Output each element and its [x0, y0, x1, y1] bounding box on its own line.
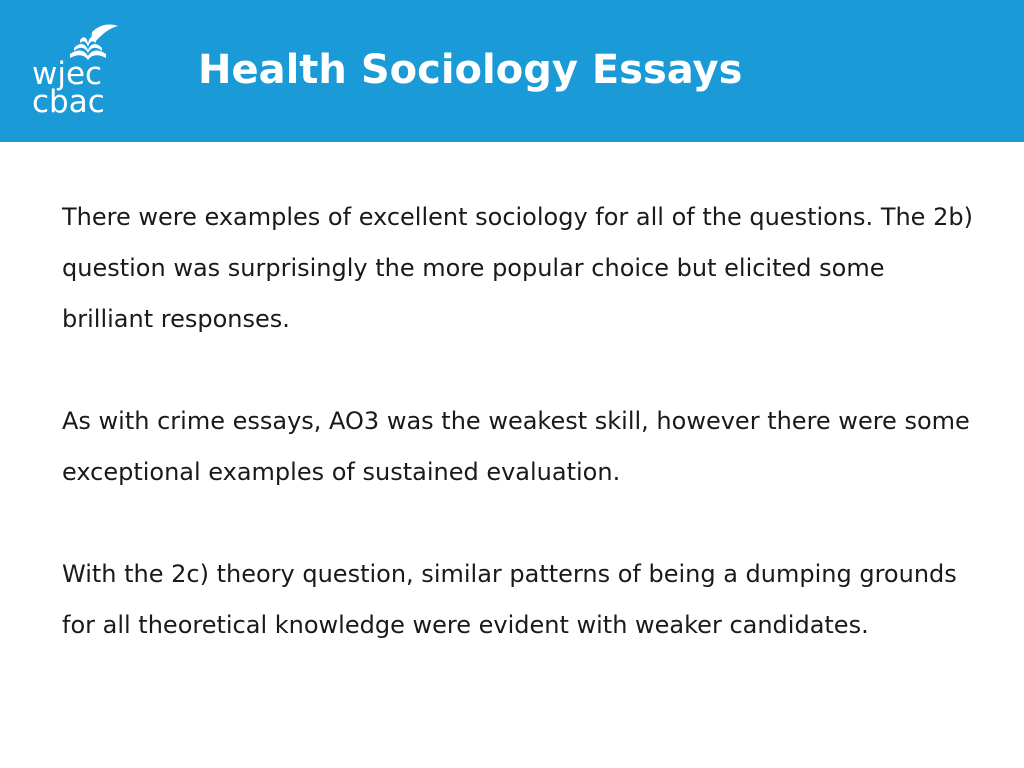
wjec-cbac-logo-graphic	[30, 20, 130, 120]
wjec-cbac-logo	[30, 20, 130, 120]
header-bar	[0, 0, 1024, 142]
paragraph-ao3-evaluation: As with crime essays, AO3 was the weakest skill, however there were some exceptional examples of sustained evaluation.	[62, 407, 970, 486]
logo-text-wjec: wjec	[32, 56, 103, 92]
paragraph-theory-question: With the 2c) theory question, similar patterns of being a dumping grounds for all theoretical knowledge were evident with weaker candidates.	[62, 560, 957, 639]
paragraph-popular-question: There were examples of excellent sociology for all of the questions. The 2b) question was surprisingly the more popular choice but elicited some brilliant responses.	[62, 203, 973, 333]
open-book-icon	[70, 24, 118, 60]
logo-text-cbac: cbac	[32, 84, 105, 120]
page-title: Health Sociology Essays	[198, 47, 743, 93]
body-text	[62, 192, 982, 651]
